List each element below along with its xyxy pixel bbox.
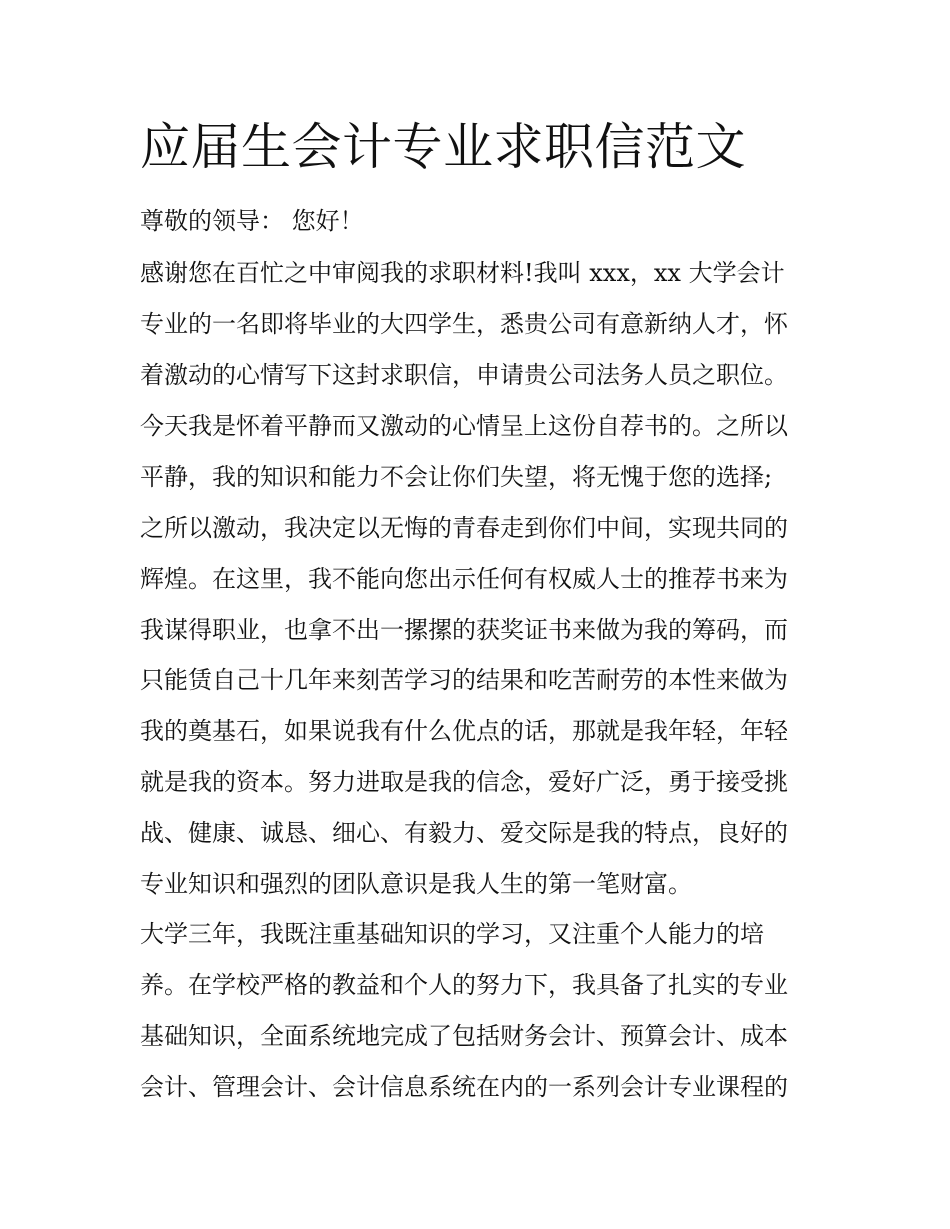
body-line: 养。在学校严格的教益和个人的努力下，我具备了扎实的专业 [140,971,788,999]
body-line: 今天我是怀着平静而又激动的心情呈上这份自荐书的。之所以 [140,412,788,440]
body-line: 我谋得职业，也拿不出一摞摞的获奖证书来做为我的筹码，而 [140,616,788,644]
body-line: 大学三年，我既注重基础知识的学习，又注重个人能力的培 [140,920,764,948]
body-line: 战、健康、诚恳、细心、有毅力、爱交际是我的特点，良好的 [140,819,788,847]
body-line: 就是我的资本。努力进取是我的信念，爱好广泛，勇于接受挑 [140,768,788,796]
body-line: 平静，我的知识和能力不会让你们失望，将无愧于您的选择; [140,463,773,491]
body-line: 专业的一名即将毕业的大四学生，悉贵公司有意新纳人才，怀 [140,310,788,338]
document-title: 应届生会计专业求职信范文 [140,118,746,176]
body-line: 我的奠基石，如果说我有什么优点的话，那就是我年轻，年轻 [140,717,788,745]
body-line: 专业知识和强烈的团队意识是我人生的第一笔财富。 [140,870,692,898]
body-line: 辉煌。在这里，我不能向您出示任何有权威人士的推荐书来为 [140,565,788,593]
body-line: 感谢您在百忙之中审阅我的求职材料!我叫 xxx，xx 大学会计 [140,259,785,287]
body-line: 着激动的心情写下这封求职信，申请贵公司法务人员之职位。 [140,361,788,389]
salutation-line: 尊敬的领导： 您好！ [140,207,364,235]
body-line: 之所以激动，我决定以无悔的青春走到你们中间，实现共同的 [140,514,788,542]
body-line: 基础知识，全面系统地完成了包括财务会计、预算会计、成本 [140,1022,788,1050]
body-line: 会计、管理会计、会计信息系统在内的一系列会计专业课程的 [140,1073,788,1101]
body-line: 只能赁自己十几年来刻苦学习的结果和吃苦耐劳的本性来做为 [140,666,788,694]
